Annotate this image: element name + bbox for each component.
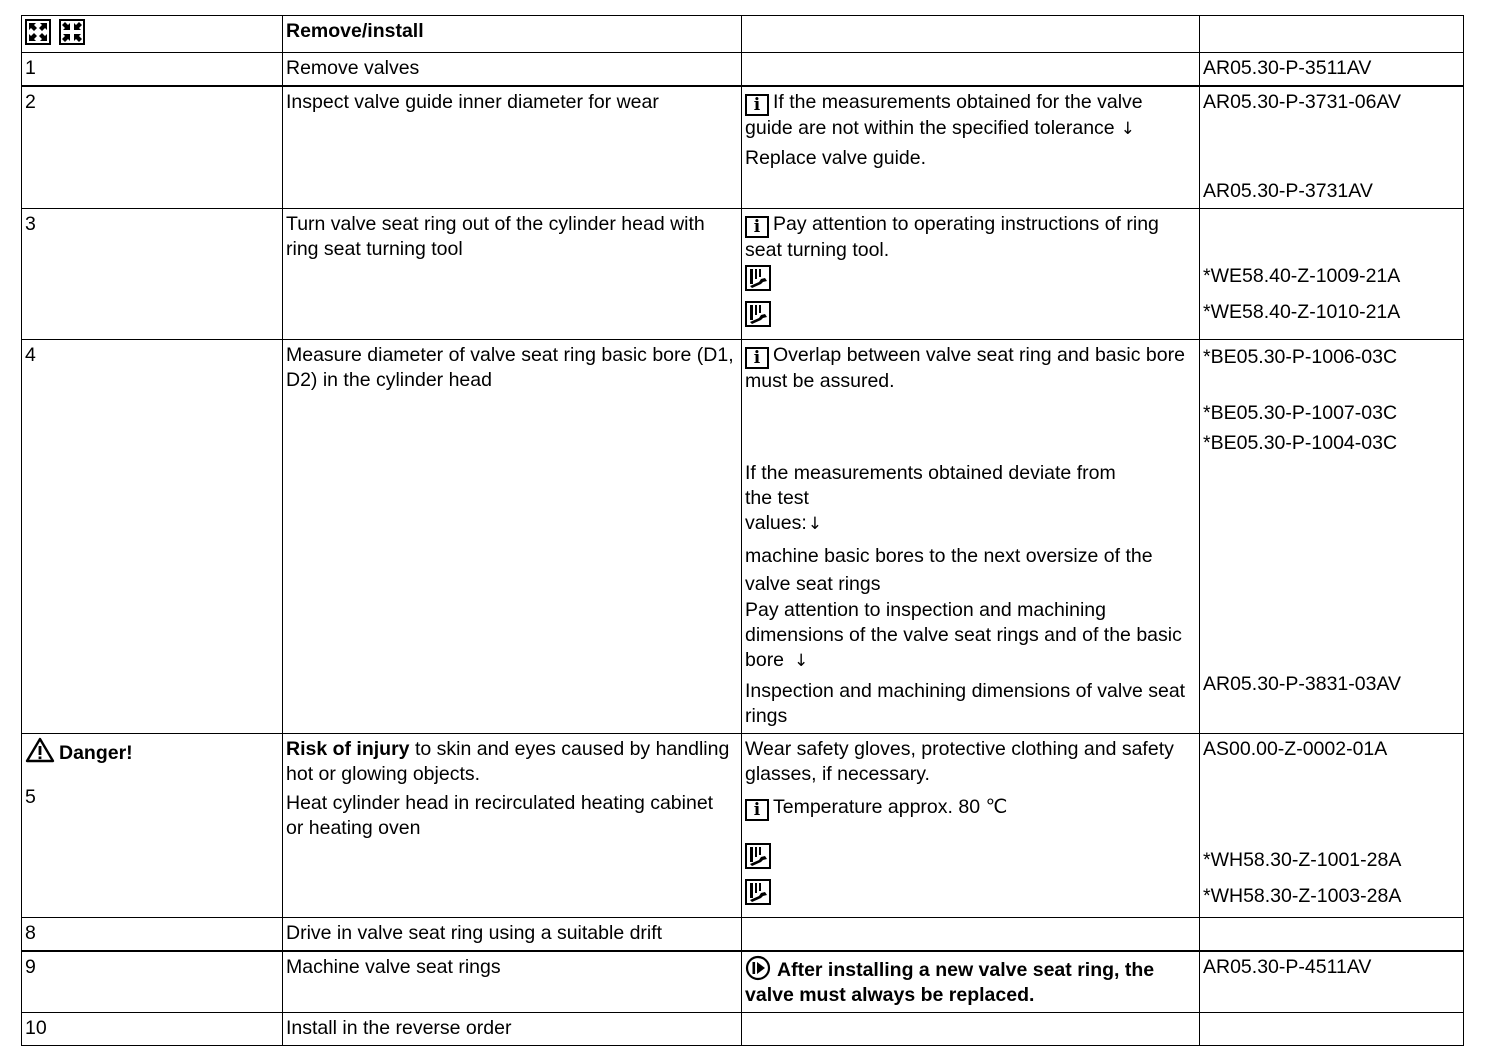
step-action: Remove valves bbox=[283, 53, 742, 87]
step-action: Drive in valve seat ring using a suitable drift bbox=[283, 918, 742, 952]
step-action: Turn valve seat ring out of the cylinder head with ring seat turning tool bbox=[283, 209, 742, 340]
section-title: Remove/install bbox=[283, 16, 742, 53]
reference-link[interactable]: AR05.30-P-3511AV bbox=[1203, 57, 1372, 79]
arrow-down-icon: ↓ bbox=[807, 514, 823, 534]
reference-link[interactable]: AR05.30-P-3731AV bbox=[1203, 180, 1373, 202]
step-note bbox=[742, 86, 1200, 209]
header-empty-cell bbox=[742, 16, 1200, 53]
deviate-text: the test bbox=[745, 487, 809, 509]
header-empty-cell bbox=[1200, 16, 1464, 53]
reference-link[interactable]: *WE58.40-Z-1009-21A bbox=[1203, 265, 1401, 287]
reference-link[interactable]: *BE05.30-P-1006-03C bbox=[1203, 346, 1398, 368]
special-tool-icon[interactable] bbox=[745, 265, 771, 291]
table-row bbox=[22, 209, 1464, 340]
info-note-text: Overlap between valve seat ring and basic bore must be assured. bbox=[745, 344, 1185, 392]
reference-link[interactable]: *WE58.40-Z-1010-21A bbox=[1203, 301, 1401, 323]
step-note bbox=[742, 209, 1200, 340]
info-note-text: Temperature approx. 80 ℃ bbox=[773, 796, 1008, 818]
procedure-table bbox=[21, 15, 1464, 1046]
special-tool-icon[interactable] bbox=[745, 879, 771, 905]
arrow-down-icon: ↓ bbox=[794, 651, 809, 671]
info-icon: i bbox=[745, 799, 769, 821]
reference-link[interactable]: *BE05.30-P-1007-03C bbox=[1203, 402, 1398, 424]
note-arrow-circle-icon bbox=[745, 955, 771, 981]
special-tool-icon[interactable] bbox=[745, 301, 771, 327]
expand-all-icon[interactable] bbox=[25, 19, 51, 45]
deviate-text: values:↓ bbox=[745, 512, 823, 534]
collapse-all-icon[interactable] bbox=[59, 19, 85, 45]
header-icons-cell bbox=[22, 16, 283, 53]
step-note bbox=[742, 734, 1200, 918]
pay-attention-text: Pay attention to inspection and machining dimensions of the valve seat rings and of the basic bore ↓ bbox=[745, 599, 1182, 671]
reference-link[interactable]: *WH58.30-Z-1001-28A bbox=[1203, 849, 1402, 871]
inspection-text: Inspection and machining dimensions of valve seat rings bbox=[745, 680, 1186, 727]
warning-triangle-icon bbox=[25, 737, 55, 763]
reference-link[interactable]: AR05.30-P-3831-03AV bbox=[1203, 673, 1402, 695]
step-action: Measure diameter of valve seat ring basic bore (D1, D2) in the cylinder head bbox=[283, 340, 742, 734]
table-row bbox=[22, 951, 1464, 1013]
table-row bbox=[22, 1013, 1464, 1046]
step-number: 2 bbox=[22, 86, 283, 209]
reference-link[interactable]: AR05.30-P-3731-06AV bbox=[1203, 91, 1402, 113]
note-followup: Replace valve guide. bbox=[745, 147, 927, 169]
table-row bbox=[22, 86, 1464, 209]
step-action: Inspect valve guide inner diameter for wear bbox=[283, 86, 742, 209]
step-note bbox=[742, 340, 1200, 734]
danger-label: Danger! bbox=[25, 737, 276, 766]
important-note-text: After installing a new valve seat ring, the valve must always be replaced. bbox=[745, 959, 1155, 1006]
header-row bbox=[22, 16, 1464, 53]
table-row bbox=[22, 340, 1464, 734]
danger-note: Wear safety gloves, protective clothing and safety glasses, if necessary. bbox=[745, 738, 1174, 785]
step-note bbox=[742, 1013, 1200, 1046]
info-icon: i bbox=[745, 347, 769, 369]
machine-text: machine basic bores to the next oversize of the valve seat rings bbox=[745, 545, 1153, 595]
info-note-text: If the measurements obtained for the valve guide are not within the specified tolerance bbox=[745, 91, 1143, 139]
arrow-down-icon: ↓ bbox=[1120, 119, 1135, 139]
step-action: Heat cylinder head in recirculated heating cabinet or heating oven bbox=[286, 792, 714, 839]
reference-link[interactable]: AS00.00-Z-0002-01A bbox=[1203, 738, 1388, 760]
step-number: 4 bbox=[22, 340, 283, 734]
reference-link[interactable]: *BE05.30-P-1004-03C bbox=[1203, 432, 1398, 454]
info-note-text: Pay attention to operating instructions of ring seat turning tool. bbox=[745, 213, 1159, 261]
step-note bbox=[742, 951, 1200, 1013]
step-number: 9 bbox=[22, 951, 283, 1013]
step-number: 3 bbox=[22, 209, 283, 340]
deviate-text: If the measurements obtained deviate from bbox=[745, 462, 1116, 484]
step-number: 8 bbox=[22, 918, 283, 952]
special-tool-icon[interactable] bbox=[745, 843, 771, 869]
info-icon: i bbox=[745, 216, 769, 238]
step-number: 1 bbox=[22, 53, 283, 87]
step-action: Machine valve seat rings bbox=[283, 951, 742, 1013]
step-note bbox=[742, 53, 1200, 87]
step-action: Install in the reverse order bbox=[283, 1013, 742, 1046]
info-icon: i bbox=[745, 94, 769, 116]
step-note bbox=[742, 918, 1200, 952]
reference-link[interactable]: *WH58.30-Z-1003-28A bbox=[1203, 885, 1402, 907]
danger-text: Risk of injury to skin and eyes caused by handling hot or glowing objects. bbox=[286, 738, 730, 785]
step-number: 10 bbox=[22, 1013, 283, 1046]
table-row bbox=[22, 918, 1464, 952]
step-number: 5 bbox=[25, 786, 36, 808]
reference-link[interactable]: AR05.30-P-4511AV bbox=[1203, 956, 1372, 978]
table-row bbox=[22, 53, 1464, 87]
table-row bbox=[22, 734, 1464, 918]
